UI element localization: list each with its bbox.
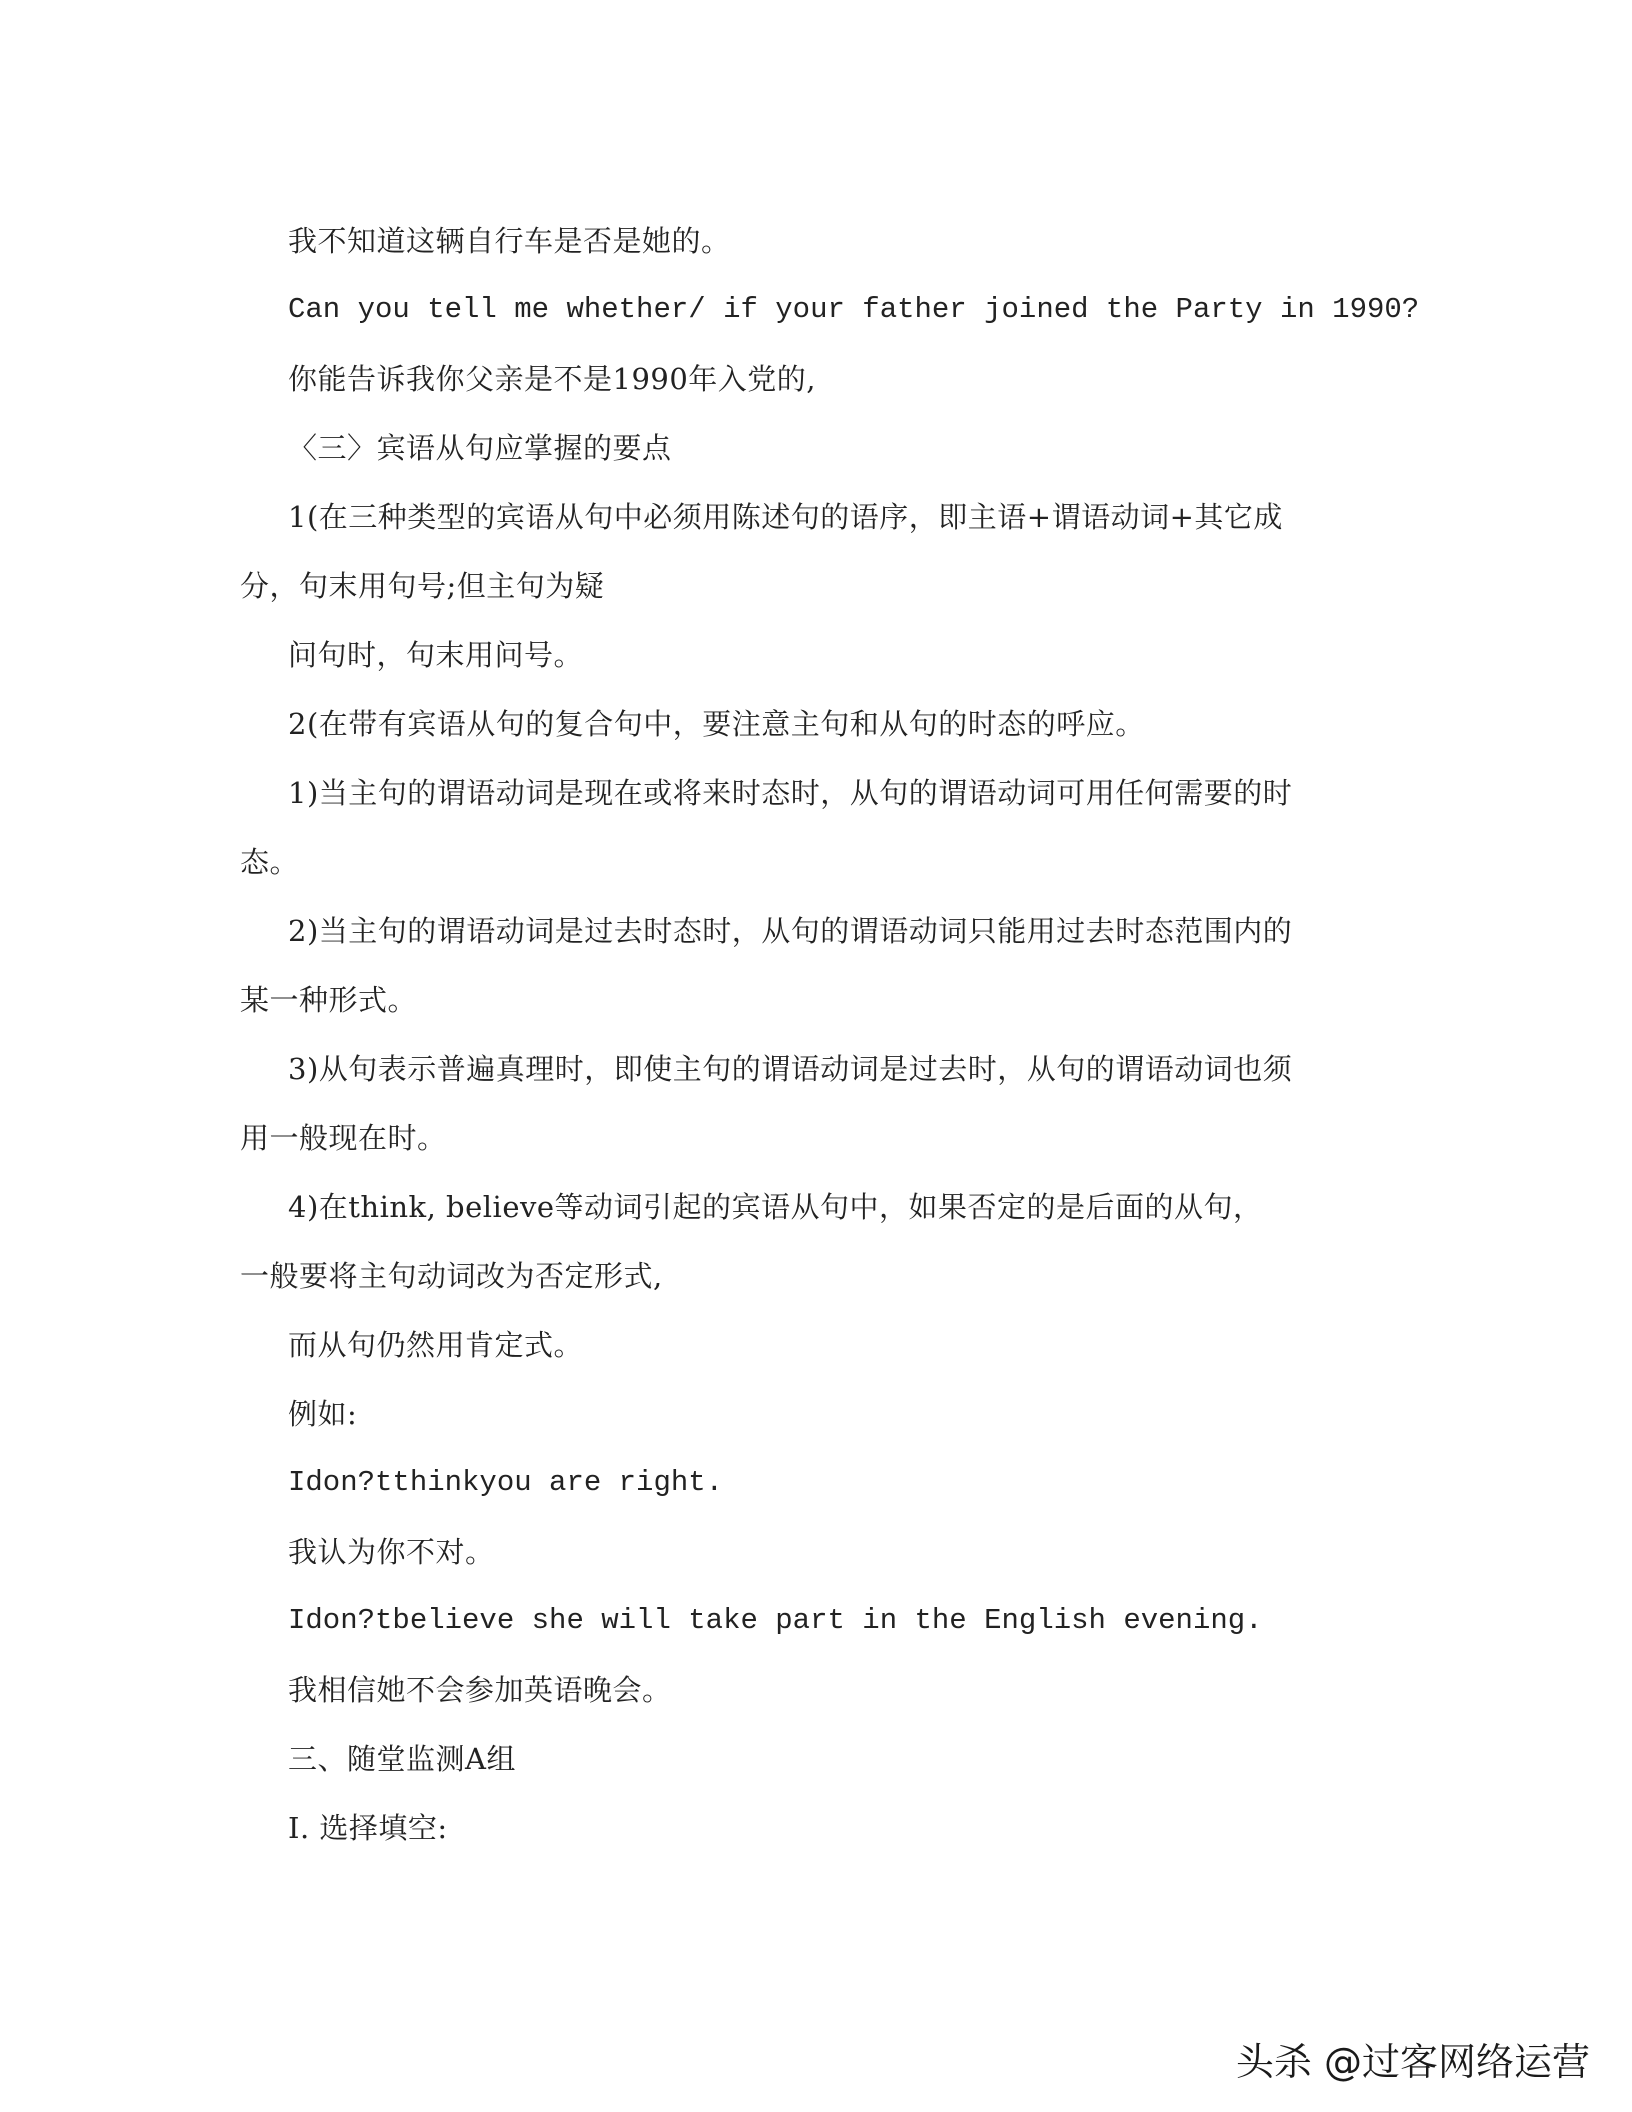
text-line: I. 选择填空: bbox=[288, 1811, 448, 1845]
text-line: Idon?tbelieve she will take part in the English evening. bbox=[288, 1604, 1263, 1637]
text-line: 我相信她不会参加英语晚会。 bbox=[288, 1673, 672, 1707]
text-line: 例如: bbox=[288, 1397, 358, 1431]
text-line: Can you tell me whether/ if your father joined the Party in 1990? bbox=[288, 293, 1420, 326]
text-line: 1(在三种类型的宾语从句中必须用陈述句的语序，即主语+谓语动词+其它成 bbox=[288, 500, 1283, 534]
text-line: 你能告诉我你父亲是不是1990年入党的, bbox=[288, 362, 817, 396]
text-line: 我不知道这辆自行车是否是她的。 bbox=[288, 224, 731, 258]
section-heading: 三、随堂监测A组 bbox=[288, 1742, 516, 1776]
text-line: 一般要将主句动词改为否定形式, bbox=[240, 1259, 663, 1293]
section-heading: 〈三〉宾语从句应掌握的要点 bbox=[288, 431, 672, 465]
watermark: 头杀 @过客网络运营 bbox=[1235, 2040, 1590, 2084]
text-line: 态。 bbox=[240, 845, 300, 879]
text-line: 2)当主句的谓语动词是过去时态时，从句的谓语动词只能用过去时态范围内的 bbox=[288, 914, 1293, 948]
text-line: 分，句末用句号;但主句为疑 bbox=[240, 569, 605, 603]
text-line: 用一般现在时。 bbox=[240, 1121, 447, 1155]
text-line: 2(在带有宾语从句的复合句中，要注意主句和从句的时态的呼应。 bbox=[288, 707, 1145, 741]
text-line: 我认为你不对。 bbox=[288, 1535, 495, 1569]
text-line: 1)当主句的谓语动词是现在或将来时态时，从句的谓语动词可用任何需要的时 bbox=[288, 776, 1293, 810]
text-line: 而从句仍然用肯定式。 bbox=[288, 1328, 584, 1362]
text-line: 某一种形式。 bbox=[240, 983, 418, 1017]
text-line: 3)从句表示普遍真理时，即使主句的谓语动词是过去时，从句的谓语动词也须 bbox=[288, 1052, 1293, 1086]
text-line: 4)在think, believe等动词引起的宾语从句中，如果否定的是后面的从句， bbox=[288, 1190, 1263, 1224]
text-line: Idon?tthinkyou are right. bbox=[288, 1466, 724, 1499]
text-line: 问句时，句末用问号。 bbox=[288, 638, 584, 672]
